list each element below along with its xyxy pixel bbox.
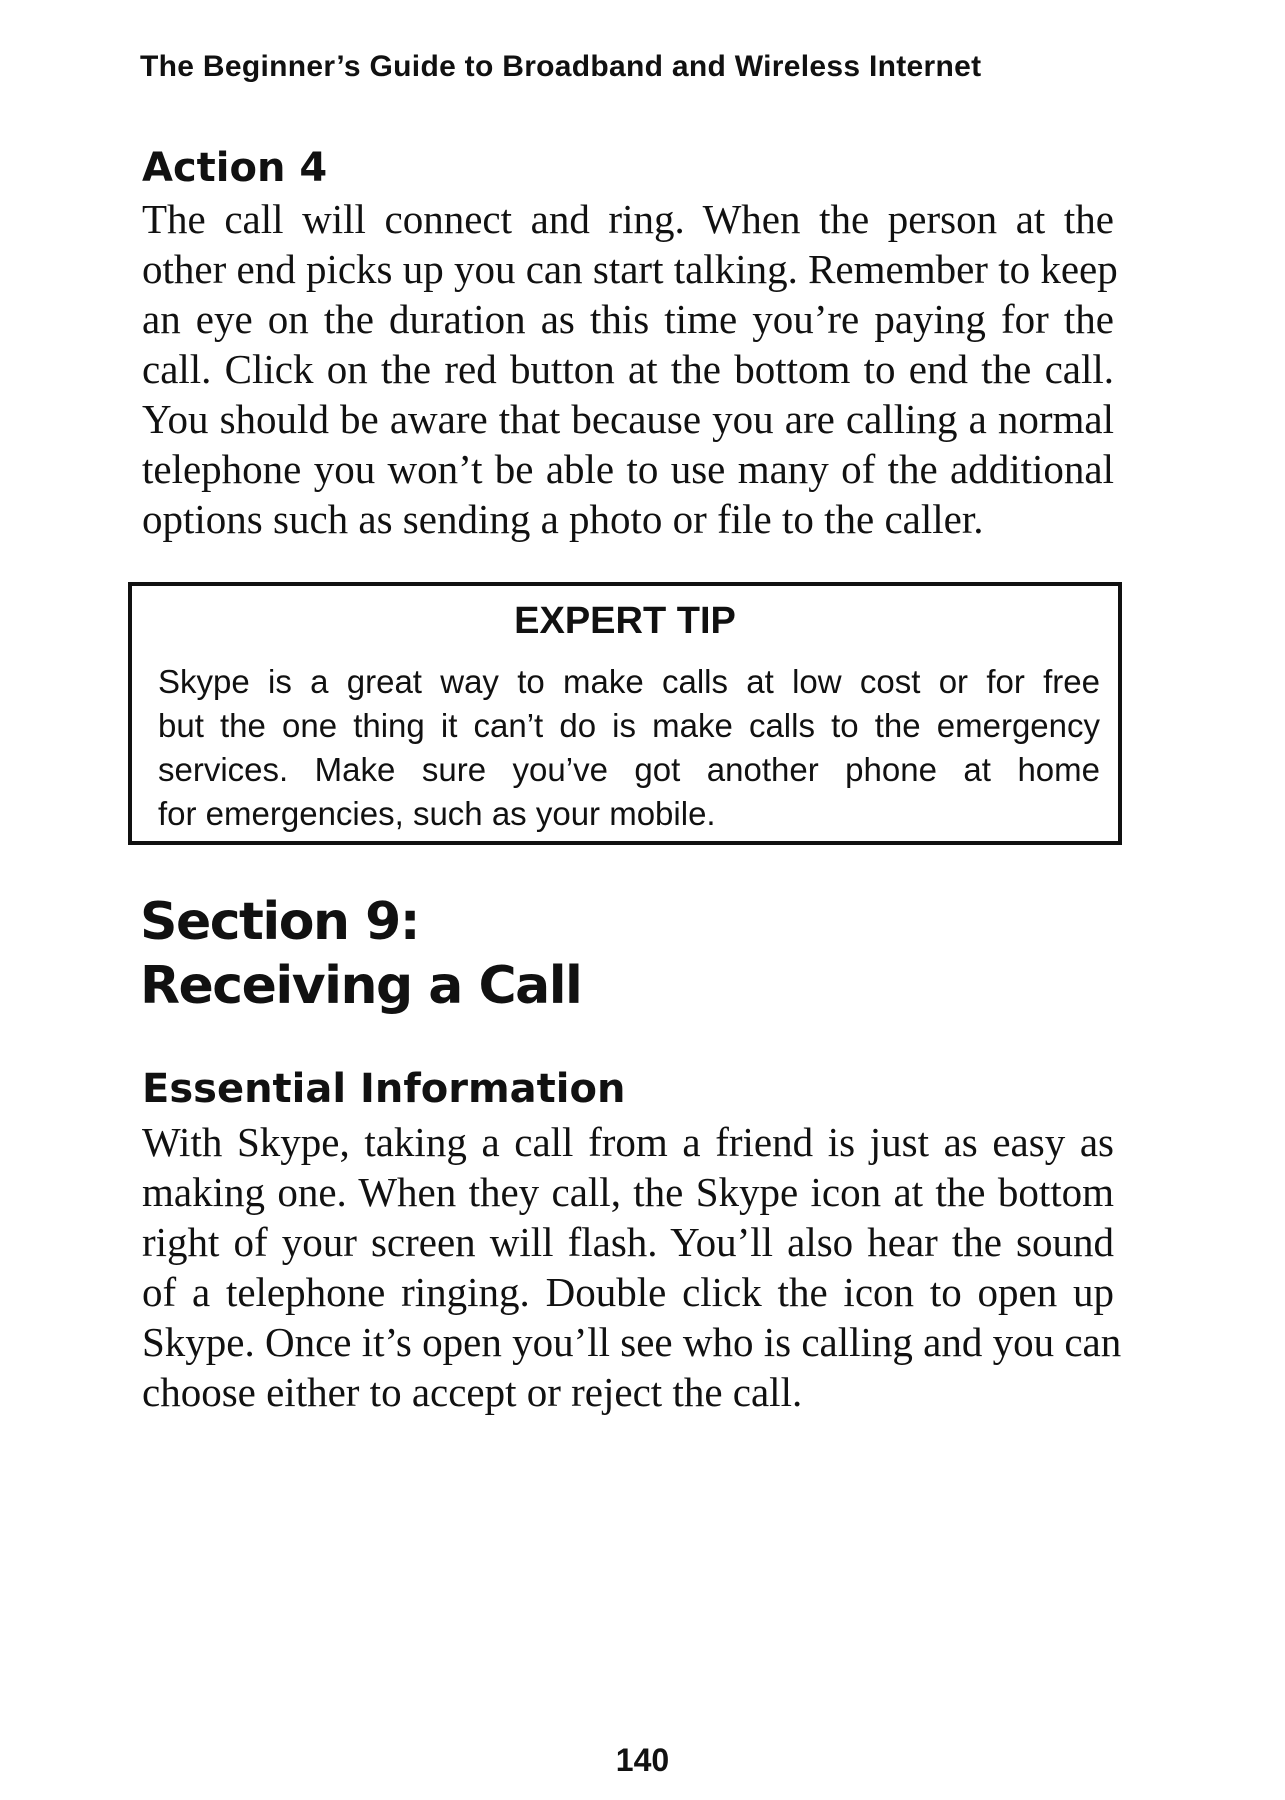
paragraph-line: call. Click on the red button at the bottom to end the call. [142,346,1114,392]
essential-information-heading: Essential Information [142,1066,626,1112]
action-paragraph [142,194,1118,544]
tip-line: Skype is a great way to make calls at low cost or for free [158,663,1100,700]
paragraph-line: With Skype, taking a call from a friend is just as easy as [142,1119,1114,1165]
paragraph-line: telephone you won’t be able to use many of the additional [142,446,1114,492]
action-heading: Action 4 [142,145,328,191]
essential-paragraph [142,1117,1122,1417]
section-name: Receiving a Call [140,956,582,1016]
running-header: The Beginner’s Guide to Broadband and Wireless Internet [140,50,982,83]
tip-line: services. Make sure you’ve got another phone at home [158,751,1100,788]
paragraph-line: Skype. Once it’s open you’ll see who is calling and you can [142,1319,1122,1365]
paragraph-line: You should be aware that because you are calling a normal [142,396,1114,442]
paragraph-line: choose either to accept or reject the call. [142,1369,803,1415]
tip-line: but the one thing it can’t do is make calls to the emergency [158,707,1100,744]
expert-tip-box [128,582,1122,845]
paragraph-line: options such as sending a photo or file to the caller. [142,496,984,542]
paragraph-line: an eye on the duration as this time you’re paying for the [142,296,1114,342]
tip-line: for emergencies, such as your mobile. [158,795,716,832]
paragraph-line: making one. When they call, the Skype icon at the bottom [142,1169,1114,1215]
paragraph-line: other end picks up you can start talking. Remember to keep [142,246,1118,292]
section-number: Section 9: [140,892,420,952]
page-number: 140 [615,1742,670,1778]
section-title [140,890,581,1018]
expert-tip-body [158,660,1100,836]
expert-tip-title: EXPERT TIP [514,600,736,642]
paragraph-line: The call will connect and ring. When the person at the [142,196,1114,242]
paragraph-line: of a telephone ringing. Double click the icon to open up [142,1269,1114,1315]
paragraph-line: right of your screen will flash. You’ll also hear the sound [142,1219,1114,1265]
